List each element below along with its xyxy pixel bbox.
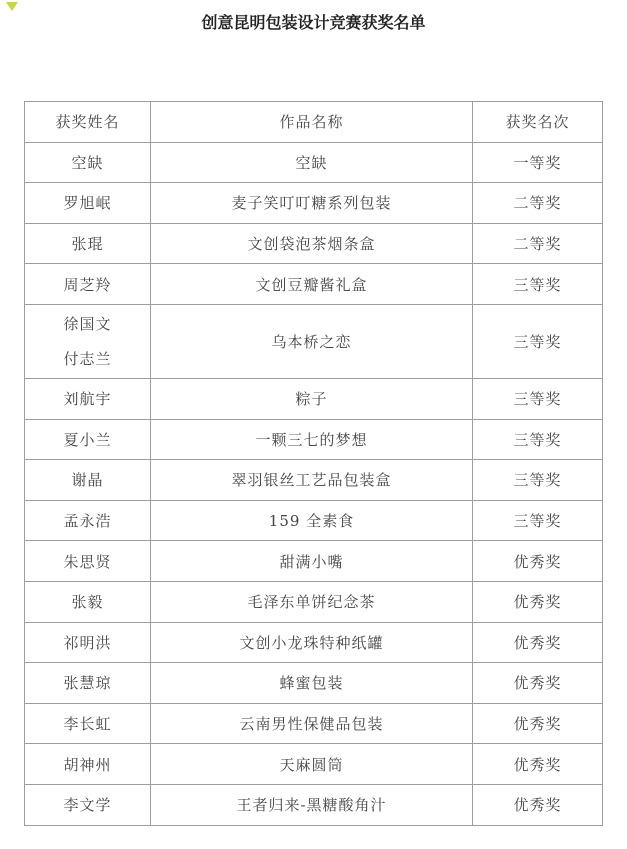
winner-name-cell: 罗旭岷: [25, 183, 151, 224]
table-row: [25, 784, 603, 825]
award-rank-cell: 三等奖: [473, 419, 603, 460]
table-row: [25, 264, 603, 305]
winner-names-stack: [25, 313, 150, 369]
table-row: [25, 622, 603, 663]
work-title-cell: 一颗三七的梦想: [151, 419, 473, 460]
winner-name-cell: 朱思贤: [25, 541, 151, 582]
table-header-row: [25, 102, 603, 143]
work-title-cell: 天麻圆筒: [151, 744, 473, 785]
award-rank-cell: 优秀奖: [473, 663, 603, 704]
header-work-title: 作品名称: [151, 102, 473, 143]
awards-table: [24, 101, 603, 826]
winner-name-cell: 张毅: [25, 581, 151, 622]
table-row: [25, 378, 603, 419]
work-title-cell: 空缺: [151, 142, 473, 183]
table-row: [25, 541, 603, 582]
winner-name-cell: [25, 304, 151, 378]
winner-name-cell: 刘航宇: [25, 378, 151, 419]
work-title-cell: 粽子: [151, 378, 473, 419]
winner-name-cell: 张慧琼: [25, 663, 151, 704]
winner-name-cell: 孟永浩: [25, 500, 151, 541]
award-rank-cell: 一等奖: [473, 142, 603, 183]
work-title-cell: 毛泽东单饼纪念茶: [151, 581, 473, 622]
award-rank-cell: 三等奖: [473, 264, 603, 305]
work-title-cell: 蜂蜜包装: [151, 663, 473, 704]
work-title-cell: 王者归来-黑糖酸角汁: [151, 784, 473, 825]
winner-name-cell: 胡神州: [25, 744, 151, 785]
winner-name: 徐国文: [63, 315, 112, 334]
table-row: [25, 142, 603, 183]
table-row: [25, 663, 603, 704]
award-rank-cell: 三等奖: [473, 304, 603, 378]
award-rank-cell: 优秀奖: [473, 541, 603, 582]
table-row: [25, 744, 603, 785]
winner-name-cell: 李文学: [25, 784, 151, 825]
corner-triangle-icon: [6, 2, 18, 11]
page-title: 创意昆明包装设计竞赛获奖名单: [201, 13, 426, 32]
award-rank-cell: 优秀奖: [473, 703, 603, 744]
table-row: [25, 460, 603, 501]
table-row: [25, 703, 603, 744]
award-rank-cell: 优秀奖: [473, 784, 603, 825]
table-row: [25, 500, 603, 541]
work-title-cell: 云南男性保健品包装: [151, 703, 473, 744]
winner-name-cell: 张琨: [25, 223, 151, 264]
table-row: [25, 581, 603, 622]
work-title-cell: 159 全素食: [151, 500, 473, 541]
work-title-cell: 麦子笑叮叮糖系列包装: [151, 183, 473, 224]
winner-name-cell: 祁明洪: [25, 622, 151, 663]
award-rank-cell: 二等奖: [473, 223, 603, 264]
work-title-cell: 甜满小嘴: [151, 541, 473, 582]
award-rank-cell: 三等奖: [473, 500, 603, 541]
work-title-cell: 文创豆瓣酱礼盒: [151, 264, 473, 305]
winner-name-cell: 周芝羚: [25, 264, 151, 305]
winner-name-cell: 夏小兰: [25, 419, 151, 460]
winner-name: 付志兰: [63, 350, 112, 369]
table-row: [25, 304, 603, 378]
header-award-rank: 获奖名次: [473, 102, 603, 143]
header-winner-name: 获奖姓名: [25, 102, 151, 143]
table-row: [25, 223, 603, 264]
award-rank-cell: 三等奖: [473, 460, 603, 501]
award-rank-cell: 三等奖: [473, 378, 603, 419]
work-title-cell: 乌本桥之恋: [151, 304, 473, 378]
table-row: [25, 183, 603, 224]
work-title-cell: 文创袋泡茶烟条盒: [151, 223, 473, 264]
award-rank-cell: 二等奖: [473, 183, 603, 224]
winner-name-cell: 李长虹: [25, 703, 151, 744]
award-rank-cell: 优秀奖: [473, 581, 603, 622]
table-body: [25, 142, 603, 825]
work-title-cell: 翠羽银丝工艺品包装盒: [151, 460, 473, 501]
award-rank-cell: 优秀奖: [473, 744, 603, 785]
winner-name-cell: 谢晶: [25, 460, 151, 501]
winner-name-cell: 空缺: [25, 142, 151, 183]
table-row: [25, 419, 603, 460]
work-title-cell: 文创小龙珠特种纸罐: [151, 622, 473, 663]
award-rank-cell: 优秀奖: [473, 622, 603, 663]
